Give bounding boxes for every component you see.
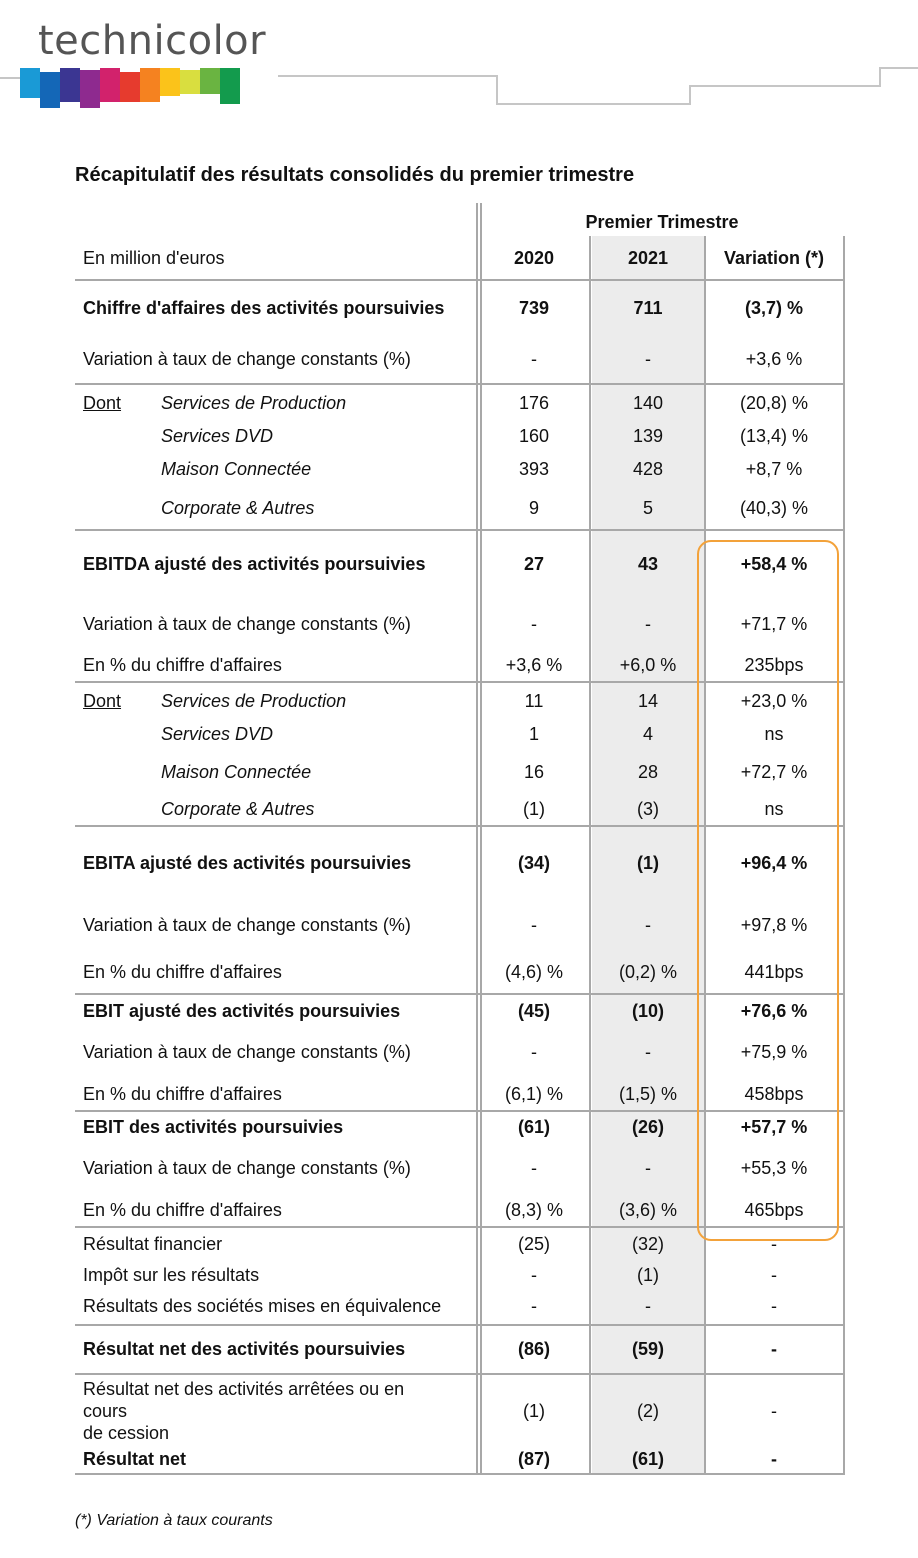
footnote: (*) Variation à taux courants bbox=[75, 1512, 273, 1529]
row-label: Résultats des sociétés mises en équivalence bbox=[83, 1296, 442, 1316]
row-label: En % du chiffre d'affaires bbox=[83, 655, 282, 675]
value-2021: 428 bbox=[632, 459, 664, 479]
header-2021: 2021 bbox=[627, 248, 669, 268]
value-variation: +96,4 % bbox=[740, 853, 808, 873]
row-label: Corporate & Autres bbox=[161, 799, 315, 819]
row-label: Variation à taux de change constants (%) bbox=[83, 614, 411, 634]
value-variation: (13,4) % bbox=[739, 426, 809, 446]
value-variation: +57,7 % bbox=[740, 1117, 808, 1137]
value-2020: (25) bbox=[517, 1234, 550, 1254]
table-hline bbox=[75, 383, 845, 385]
value-2021: (1,5) % bbox=[618, 1084, 678, 1104]
value-2021: (1) bbox=[637, 853, 659, 873]
value-2021: (59) bbox=[631, 1339, 664, 1359]
value-2021: - bbox=[645, 1158, 651, 1178]
value-2020: - bbox=[531, 1158, 537, 1178]
value-2020: - bbox=[531, 614, 537, 634]
row-label: Services DVD bbox=[161, 724, 274, 744]
row-label: Variation à taux de change constants (%) bbox=[83, 915, 411, 935]
value-2020: (4,6) % bbox=[504, 962, 564, 982]
value-variation: 465bps bbox=[744, 1200, 804, 1220]
value-2021: 5 bbox=[642, 498, 653, 518]
value-2021: - bbox=[645, 1296, 651, 1316]
value-2021: 139 bbox=[632, 426, 664, 446]
table-hline bbox=[75, 1373, 845, 1375]
row-label: Résultat financier bbox=[83, 1234, 223, 1254]
row-label: Résultat net des activités poursuivies bbox=[83, 1339, 406, 1359]
header-group-label: Premier Trimestre bbox=[585, 212, 739, 232]
value-2021: - bbox=[645, 349, 651, 369]
value-2020: 176 bbox=[518, 393, 550, 413]
row-label: Variation à taux de change constants (%) bbox=[83, 1158, 411, 1178]
value-2020: (1) bbox=[523, 799, 545, 819]
value-variation: - bbox=[771, 1401, 777, 1421]
value-2020: - bbox=[531, 1265, 537, 1285]
value-2020: 16 bbox=[523, 762, 545, 782]
row-label: Services de Production bbox=[161, 393, 347, 413]
value-2020: (45) bbox=[517, 1001, 550, 1021]
value-variation: (3,7) % bbox=[744, 298, 804, 318]
table-hline bbox=[75, 1324, 845, 1326]
value-2021: (1) bbox=[637, 1265, 659, 1285]
table-vline bbox=[476, 203, 478, 1475]
value-2020: 739 bbox=[518, 298, 550, 318]
value-2020: - bbox=[531, 349, 537, 369]
row-label: Maison Connectée bbox=[161, 762, 312, 782]
value-2020: +3,6 % bbox=[505, 655, 563, 675]
row-label: EBIT des activités poursuivies bbox=[83, 1117, 344, 1137]
value-2020: 9 bbox=[528, 498, 539, 518]
row-label: En % du chiffre d'affaires bbox=[83, 1200, 282, 1220]
row-label: EBITA ajusté des activités poursuivies bbox=[83, 853, 412, 873]
value-variation: - bbox=[771, 1339, 777, 1359]
value-variation: - bbox=[771, 1234, 777, 1254]
value-2020: - bbox=[531, 1042, 537, 1062]
value-2020: (86) bbox=[517, 1339, 550, 1359]
row-label: Impôt sur les résultats bbox=[83, 1265, 260, 1285]
value-2021: (32) bbox=[631, 1234, 664, 1254]
row-label: Variation à taux de change constants (%) bbox=[83, 1042, 411, 1062]
value-2021: 711 bbox=[633, 298, 663, 318]
value-2021: (2) bbox=[637, 1401, 659, 1421]
value-2020: (1) bbox=[523, 1401, 545, 1421]
value-variation: ns bbox=[764, 724, 784, 744]
value-variation: (40,3) % bbox=[739, 498, 809, 518]
row-label: EBIT ajusté des activités poursuivies bbox=[83, 1001, 401, 1021]
value-variation: +55,3 % bbox=[740, 1158, 808, 1178]
value-2021: 140 bbox=[632, 393, 664, 413]
row-label: En % du chiffre d'affaires bbox=[83, 962, 282, 982]
row-label: Services DVD bbox=[161, 426, 274, 446]
value-2021: 28 bbox=[637, 762, 659, 782]
value-2021: (3,6) % bbox=[618, 1200, 678, 1220]
value-2020: (87) bbox=[517, 1449, 550, 1469]
row-label-line3: de cession bbox=[83, 1423, 170, 1443]
value-variation: ns bbox=[764, 799, 784, 819]
value-2020: (6,1) % bbox=[504, 1084, 564, 1104]
value-2020: 160 bbox=[518, 426, 550, 446]
value-2020: 393 bbox=[518, 459, 550, 479]
row-label: Maison Connectée bbox=[161, 459, 312, 479]
value-2021: - bbox=[645, 915, 651, 935]
value-variation: 441bps bbox=[744, 962, 804, 982]
value-variation: - bbox=[771, 1449, 777, 1469]
row-label-line1: Résultat net des activités arrêtées ou en bbox=[83, 1379, 405, 1399]
header-unit-label: En million d'euros bbox=[83, 248, 225, 268]
dont-label: Dont bbox=[83, 393, 122, 413]
row-label: Chiffre d'affaires des activités poursuivies bbox=[83, 298, 445, 318]
value-2021: +6,0 % bbox=[619, 655, 677, 675]
row-label-line2: cours bbox=[83, 1401, 128, 1421]
dont-label: Dont bbox=[83, 691, 122, 711]
table-vline bbox=[843, 236, 845, 1475]
value-variation: +71,7 % bbox=[740, 614, 808, 634]
value-2021: (3) bbox=[637, 799, 659, 819]
value-2021: - bbox=[645, 614, 651, 634]
header-2020: 2020 bbox=[513, 248, 555, 268]
value-2020: (34) bbox=[517, 853, 550, 873]
value-variation: 458bps bbox=[744, 1084, 804, 1104]
value-variation: +58,4 % bbox=[740, 554, 808, 574]
row-label: EBITDA ajusté des activités poursuivies bbox=[83, 554, 426, 574]
value-2020: - bbox=[531, 915, 537, 935]
value-2020: (8,3) % bbox=[504, 1200, 564, 1220]
value-variation: +76,6 % bbox=[740, 1001, 808, 1021]
row-label: Services de Production bbox=[161, 691, 347, 711]
value-2021: 4 bbox=[642, 724, 653, 744]
row-label: Variation à taux de change constants (%) bbox=[83, 349, 411, 369]
value-variation: +97,8 % bbox=[740, 915, 808, 935]
value-variation: - bbox=[771, 1296, 777, 1316]
value-2020: 11 bbox=[524, 691, 544, 711]
table-vline bbox=[589, 236, 591, 1475]
value-variation: +75,9 % bbox=[740, 1042, 808, 1062]
value-variation: (20,8) % bbox=[739, 393, 809, 413]
value-2021: (0,2) % bbox=[618, 962, 678, 982]
value-variation: - bbox=[771, 1265, 777, 1285]
value-variation: +72,7 % bbox=[740, 762, 808, 782]
value-2020: 1 bbox=[528, 724, 539, 744]
value-2021: - bbox=[645, 1042, 651, 1062]
table-hline bbox=[75, 529, 845, 531]
value-2021: 43 bbox=[637, 554, 659, 574]
value-2020: 27 bbox=[523, 554, 545, 574]
technicolor-logo-text: technicolor bbox=[38, 18, 267, 64]
header-variation: Variation (*) bbox=[723, 248, 825, 268]
row-label: Corporate & Autres bbox=[161, 498, 315, 518]
value-variation: +8,7 % bbox=[745, 459, 803, 479]
value-2021: (10) bbox=[631, 1001, 664, 1021]
page-title: Récapitulatif des résultats consolidés du premier trimestre bbox=[75, 164, 635, 186]
table-hline bbox=[75, 1473, 845, 1475]
header-divider-line bbox=[0, 60, 918, 110]
value-2021: 14 bbox=[637, 691, 659, 711]
value-2021: (61) bbox=[631, 1449, 664, 1469]
table-hline bbox=[75, 279, 845, 281]
value-2020: - bbox=[531, 1296, 537, 1316]
value-2021: (26) bbox=[631, 1117, 664, 1137]
row-label: Résultat net bbox=[83, 1449, 187, 1469]
value-variation: 235bps bbox=[744, 655, 804, 675]
value-2020: (61) bbox=[517, 1117, 550, 1137]
value-variation: +23,0 % bbox=[740, 691, 808, 711]
row-label: En % du chiffre d'affaires bbox=[83, 1084, 282, 1104]
value-variation: +3,6 % bbox=[745, 349, 803, 369]
variation-highlight-box bbox=[697, 540, 839, 1241]
